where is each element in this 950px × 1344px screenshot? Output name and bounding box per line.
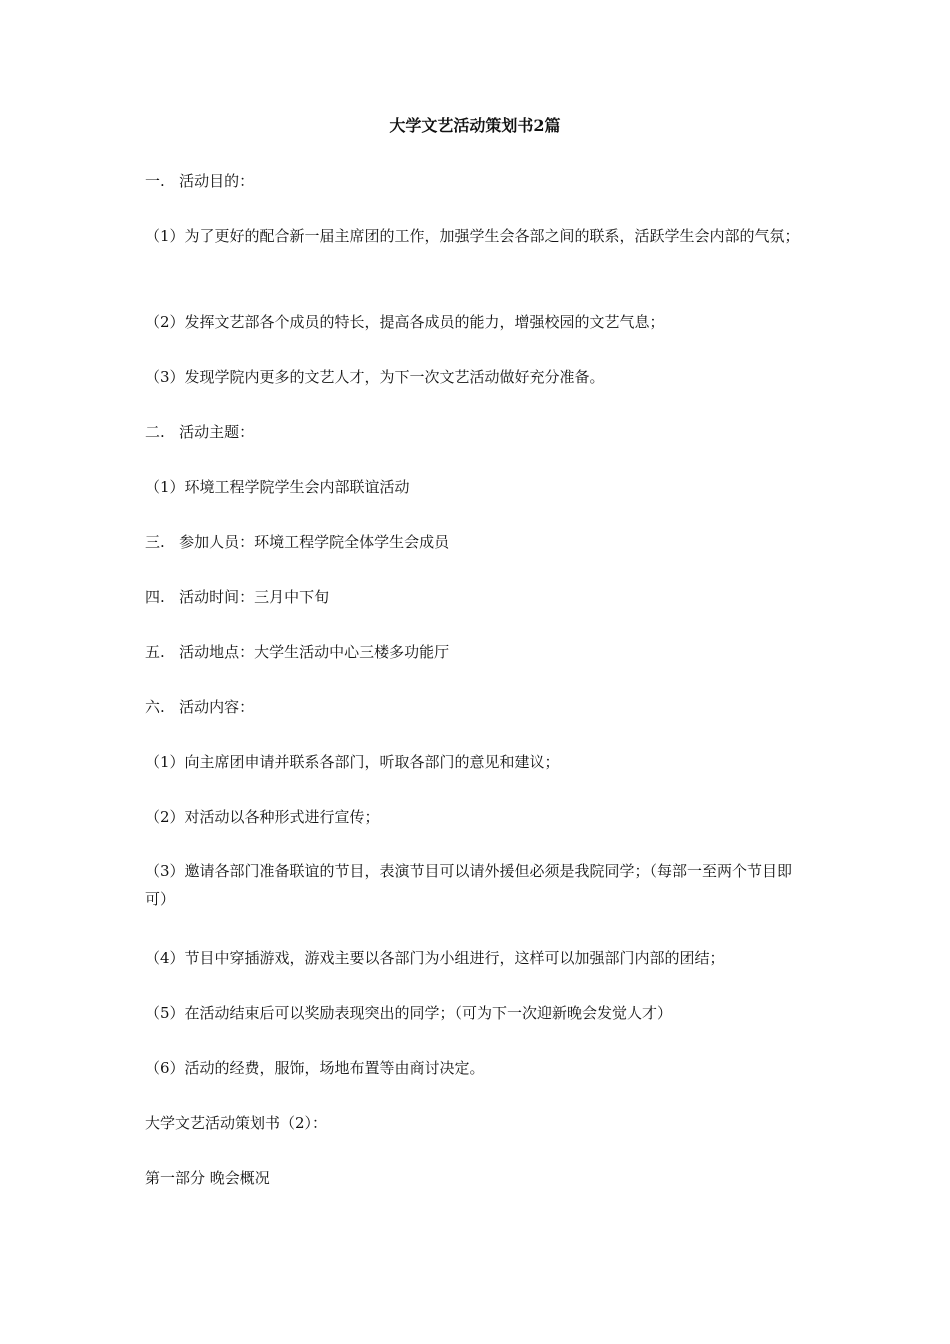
paragraph-content-1: （1）向主席团申请并联系各部门，听取各部门的意见和建议； xyxy=(145,753,560,771)
section-time: 四. 活动时间：三月中下旬 xyxy=(145,588,330,606)
section-participants: 三. 参加人员：环境工程学院全体学生会成员 xyxy=(145,533,450,551)
paragraph-content-2: （2）对活动以各种形式进行宣传； xyxy=(145,808,380,826)
section-heading-purpose: 一. 活动目的： xyxy=(145,172,255,190)
paragraph-content-4: （4）节目中穿插游戏，游戏主要以各部门为小组进行，这样可以加强部门内部的团结； xyxy=(145,949,725,967)
section-heading-content: 六. 活动内容： xyxy=(145,698,255,716)
paragraph-content-6: （6）活动的经费，服饰，场地布置等由商讨决定。 xyxy=(145,1059,485,1077)
section-heading-part2: 大学文艺活动策划书（2）： xyxy=(145,1114,328,1132)
paragraph-content-5: （5）在活动结束后可以奖励表现突出的同学；（可为下一次迎新晚会发觉人才） xyxy=(145,1004,673,1022)
paragraph-purpose-1: （1）为了更好的配合新一届主席团的工作，加强学生会各部之间的联系，活跃学生会内部的气氛； xyxy=(145,227,800,245)
document-title: 大学文艺活动策划书2篇 xyxy=(389,116,561,135)
section-location: 五. 活动地点：大学生活动中心三楼多功能厅 xyxy=(145,643,450,661)
section-heading-theme: 二. 活动主题： xyxy=(145,423,255,441)
section-heading-overview: 第一部分 晚会概况 xyxy=(145,1169,270,1187)
paragraph-purpose-2: （2）发挥文艺部各个成员的特长，提高各成员的能力，增强校园的文艺气息； xyxy=(145,313,665,331)
paragraph-purpose-3: （3）发现学院内更多的文艺人才，为下一次文艺活动做好充分准备。 xyxy=(145,368,605,386)
paragraph-theme-1: （1）环境工程学院学生会内部联谊活动 xyxy=(145,478,410,496)
paragraph-content-3: （3）邀请各部门准备联谊的节目，表演节目可以请外援但必须是我院同学；（每部一至两个节目即可） xyxy=(145,862,793,908)
